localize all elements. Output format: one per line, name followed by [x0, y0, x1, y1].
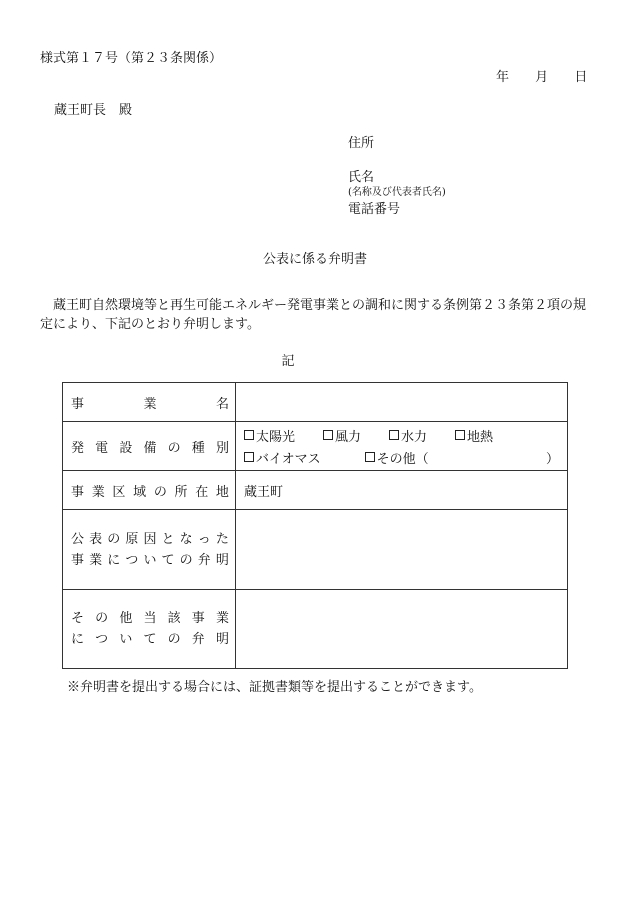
checkbox[interactable] [389, 430, 399, 440]
options-line-2 [244, 446, 559, 468]
addressee: 蔵王町長 殿 [54, 103, 133, 118]
label-chars [71, 529, 229, 550]
label-char: の [167, 440, 181, 456]
label-char: 明 [215, 632, 229, 647]
label-char: 種 [191, 440, 205, 456]
options-line-1 [244, 424, 559, 446]
label-char: に [107, 552, 121, 568]
option-solar[interactable] [244, 426, 295, 445]
label-char: の [179, 552, 193, 568]
label-char: 明 [215, 552, 229, 568]
other-close-paren: ） [545, 451, 559, 467]
label-char: 業 [215, 611, 229, 626]
checkbox[interactable] [244, 430, 254, 440]
name-label: 氏名 [348, 170, 375, 185]
label-char: 事 [71, 484, 85, 500]
label-char: 原 [125, 531, 139, 547]
label-char: の [95, 611, 109, 626]
label-wrap [71, 608, 229, 650]
label-chars [71, 550, 229, 571]
label-char: に [71, 632, 85, 647]
label-char: 設 [119, 440, 133, 456]
label-char: 弁 [197, 552, 211, 568]
checkbox[interactable] [455, 430, 465, 440]
option-wind[interactable] [323, 426, 361, 445]
label-char: 備 [143, 440, 157, 456]
label-char: と [161, 531, 175, 547]
date-line [496, 66, 587, 85]
label-char: っ [197, 531, 211, 547]
label-project-name [63, 383, 236, 422]
label-char: つ [125, 552, 139, 568]
facility-type-options [236, 422, 568, 471]
label-char: 別 [215, 440, 229, 456]
row-location [63, 471, 568, 510]
date-day: 日 [574, 70, 588, 85]
label-char: た [215, 531, 229, 547]
name-note: (名称及び代表者氏名) [348, 187, 446, 198]
label-facility-type [63, 422, 236, 471]
option-label: 太陽光 [256, 429, 296, 445]
label-char: 事 [71, 552, 85, 568]
label-char: の [153, 484, 167, 500]
label-char: つ [95, 632, 109, 647]
label-char: 事 [191, 611, 205, 626]
label-char: 当 [143, 611, 157, 626]
label-chars [71, 437, 229, 456]
body-text [40, 296, 595, 334]
body-text-content: 蔵王町自然環境等と再生可能エネルギー発電事業との調和に関する条例第２３条第２項の規定により、下記のとおり弁明します。 [40, 298, 587, 332]
label-chars [71, 393, 229, 412]
label-wrap [71, 529, 229, 571]
checkbox[interactable] [323, 430, 333, 440]
label-chars [71, 608, 229, 629]
label-char: い [143, 552, 157, 568]
label-location [63, 471, 236, 510]
label-char: な [179, 531, 193, 547]
date-month: 月 [535, 70, 549, 85]
label-explanation-cause [63, 510, 236, 590]
project-name-field[interactable] [236, 383, 568, 422]
label-char: 域 [133, 484, 147, 500]
label-chars [71, 481, 229, 500]
date-year: 年 [496, 70, 510, 85]
label-char: 弁 [191, 632, 205, 647]
row-explanation-cause [63, 510, 568, 590]
option-label: 水力 [401, 429, 428, 445]
label-char: 区 [112, 484, 126, 500]
checkbox[interactable] [244, 452, 254, 462]
explanation-other-field[interactable] [236, 590, 568, 669]
label-char: の [107, 531, 121, 547]
document-title: 公表に係る弁明書 [262, 252, 367, 267]
row-project-name [63, 383, 568, 422]
option-geothermal[interactable] [455, 426, 493, 445]
label-char: 該 [167, 611, 181, 626]
label-char: の [167, 632, 181, 647]
option-hydro[interactable] [389, 426, 427, 445]
option-biomass[interactable] [244, 448, 321, 467]
location-field[interactable]: 蔵王町 [236, 471, 568, 510]
label-char: そ [71, 611, 85, 626]
label-char: 事 [71, 396, 85, 412]
label-char: 地 [215, 484, 229, 500]
label-char: 名 [215, 396, 229, 412]
label-char: 所 [174, 484, 188, 500]
explanation-cause-field[interactable] [236, 510, 568, 590]
label-chars [71, 629, 229, 650]
label-char: 業 [89, 552, 103, 568]
label-char: 他 [119, 611, 133, 626]
option-label: 風力 [335, 429, 362, 445]
label-char: 公 [71, 531, 85, 547]
label-char: て [143, 632, 157, 647]
option-label: その他（ [376, 451, 429, 467]
option-label: 地熱 [467, 429, 494, 445]
row-facility-type [63, 422, 568, 471]
option-other[interactable] [365, 448, 429, 467]
ki-heading: 記 [281, 354, 295, 369]
footnote: ※弁明書を提出する場合には、証拠書類等を提出することができます。 [67, 680, 482, 695]
form-table [62, 382, 568, 669]
label-char: 発 [71, 440, 85, 456]
label-char: 在 [195, 484, 209, 500]
label-explanation-other [63, 590, 236, 669]
label-char: い [119, 632, 133, 647]
phone-label: 電話番号 [348, 202, 401, 217]
label-char: 因 [143, 531, 157, 547]
label-char: 電 [95, 440, 109, 456]
label-char: 表 [89, 531, 103, 547]
option-label: バイオマス [256, 451, 321, 467]
row-explanation-other [63, 590, 568, 669]
checkbox[interactable] [365, 452, 375, 462]
form-number: 様式第１７号（第２３条関係） [40, 51, 223, 66]
label-char: 業 [143, 396, 157, 412]
address-label: 住所 [348, 136, 375, 151]
label-char: て [161, 552, 175, 568]
label-char: 業 [91, 484, 105, 500]
